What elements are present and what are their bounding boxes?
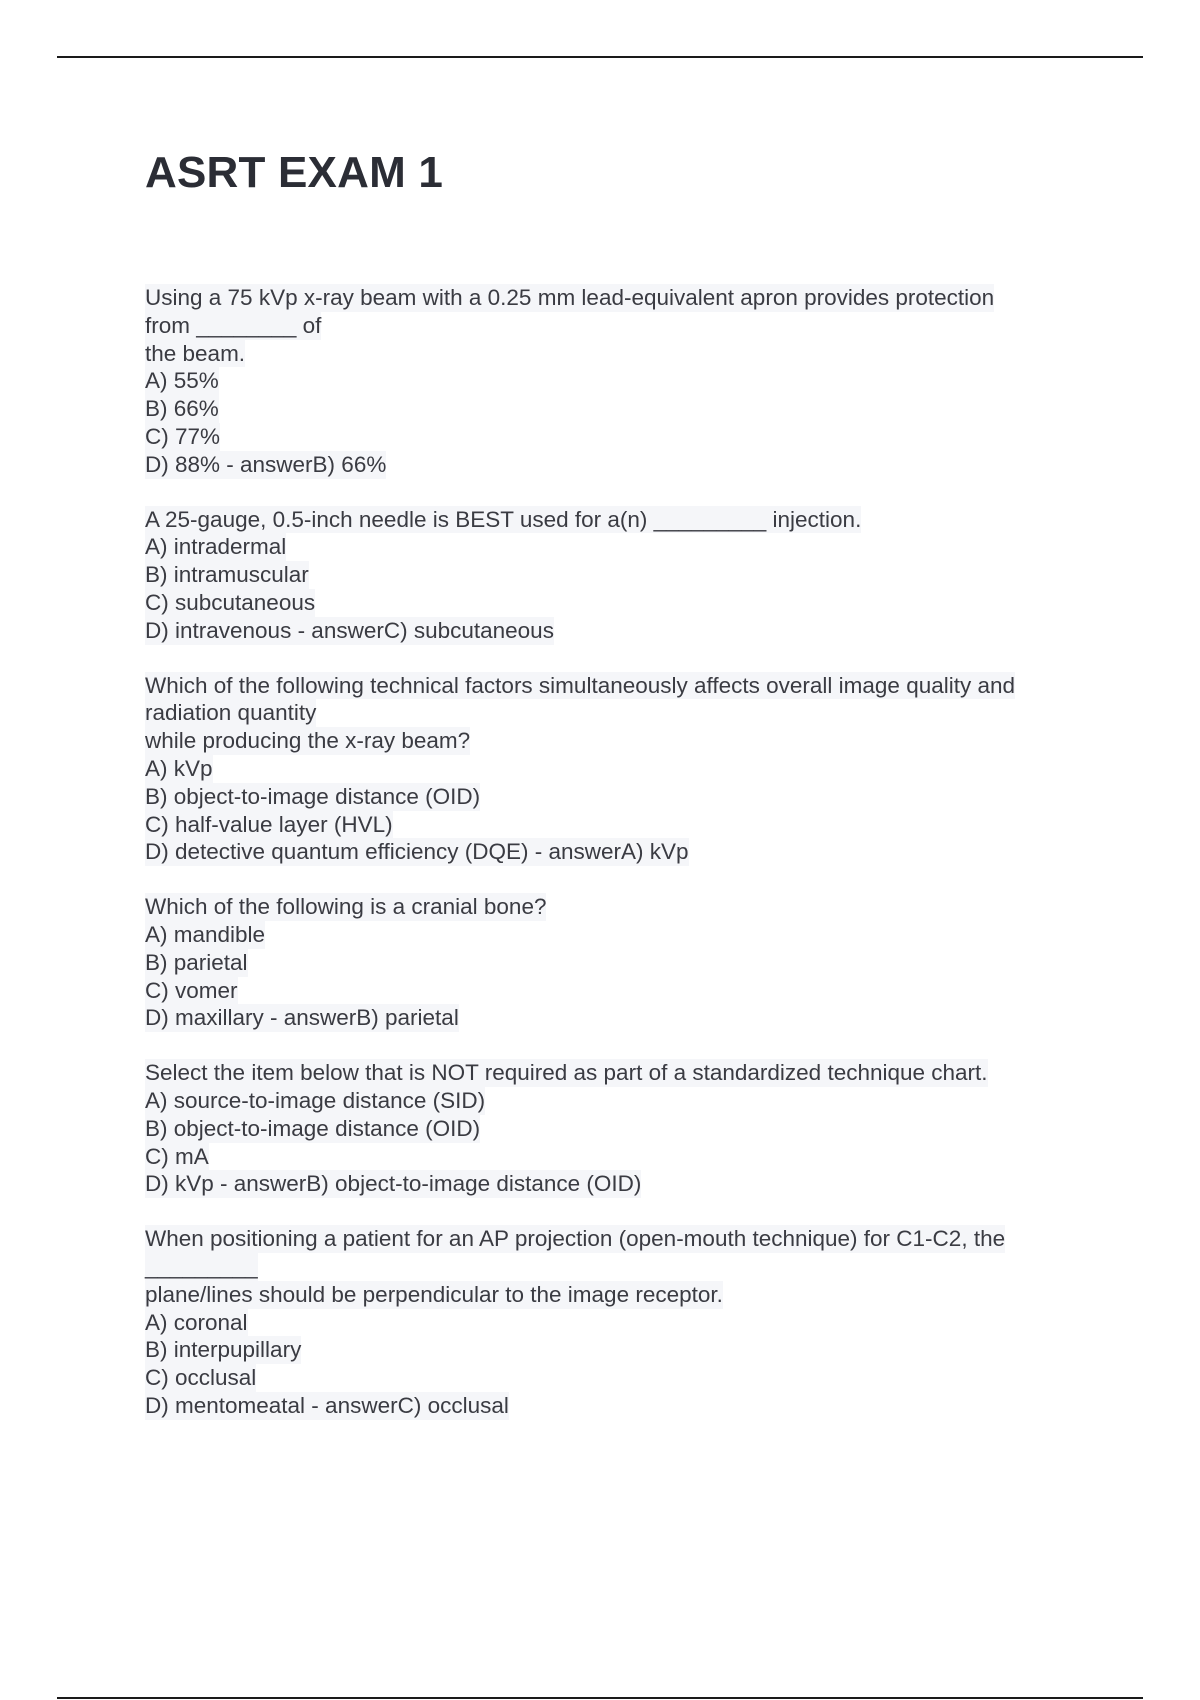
question-1-stem-line-1: Using a 75 kVp x-ray beam with a 0.25 mm lead-equivalent apron provides protection: [145, 285, 995, 310]
question-1-stem-line-3: the beam.: [145, 340, 246, 366]
question-list: [145, 284, 1095, 1447]
question-3-stem-line-3: while producing the x-ray beam?: [145, 728, 471, 754]
question-3: [145, 672, 1095, 867]
question-1-option-c: C) 77%: [145, 423, 221, 449]
question-3-option-d-answer: D) detective quantum efficiency (DQE) - answerA) kVp: [145, 839, 689, 865]
page-title: ASRT EXAM 1: [145, 148, 444, 197]
question-1-option-d-answer: D) 88% - answerB) 66%: [145, 451, 387, 477]
question-5: [145, 1059, 1095, 1198]
question-2-option-d-answer: D) intravenous - answerC) subcutaneous: [145, 617, 554, 643]
question-2: [145, 506, 1095, 645]
question-6-option-d-answer: D) mentomeatal - answerC) occlusal: [145, 1392, 509, 1418]
question-1-option-a: A) 55%: [145, 368, 219, 394]
question-5-stem-line-1: Select the item below that is NOT required as part of a standardized technique chart.: [145, 1060, 988, 1086]
top-rule: [57, 56, 1143, 58]
question-6-stem-line-2: _________: [145, 1253, 258, 1279]
question-4-option-c: C) vomer: [145, 977, 238, 1003]
question-6-option-c: C) occlusal: [145, 1365, 257, 1391]
question-2-option-a: A) intradermal: [145, 534, 287, 560]
question-4-option-a: A) mandible: [145, 921, 266, 947]
question-4: [145, 893, 1095, 1032]
question-2-option-b: B) intramuscular: [145, 562, 309, 588]
question-1-stem-line-2: from ________ of: [145, 312, 322, 338]
question-5-option-b: B) object-to-image distance (OID): [145, 1115, 481, 1141]
question-6-option-a: A) coronal: [145, 1309, 248, 1335]
question-2-stem-line-1: A 25-gauge, 0.5-inch needle is BEST used for a(n) _________ injection.: [145, 506, 862, 532]
question-3-option-b: B) object-to-image distance (OID): [145, 783, 481, 809]
question-4-stem-line-1: Which of the following is a cranial bone?: [145, 894, 547, 920]
question-2-option-c: C) subcutaneous: [145, 589, 316, 615]
question-6-option-b: B) interpupillary: [145, 1337, 302, 1363]
question-5-option-c: C) mA: [145, 1143, 209, 1169]
question-4-option-b: B) parietal: [145, 949, 248, 975]
question-5-option-d-answer: D) kVp - answerB) object-to-image distance (OID): [145, 1171, 642, 1197]
question-3-stem-line-1: Which of the following technical factors simultaneously affects overall image quality and: [145, 672, 1016, 698]
question-1-option-b: B) 66%: [145, 396, 219, 422]
question-6-stem-line-1: When positioning a patient for an AP projection (open-mouth technique) for C1-C2, the: [145, 1226, 1006, 1252]
question-6: [145, 1225, 1095, 1420]
question-3-option-a: A) kVp: [145, 755, 213, 781]
question-5-option-a: A) source-to-image distance (SID): [145, 1087, 486, 1113]
question-6-stem-line-3: plane/lines should be perpendicular to the image receptor.: [145, 1281, 723, 1307]
question-3-stem-line-2: radiation quantity: [145, 700, 317, 726]
bottom-rule: [57, 1697, 1143, 1699]
question-3-option-c: C) half-value layer (HVL): [145, 811, 393, 837]
question-4-option-d-answer: D) maxillary - answerB) parietal: [145, 1005, 459, 1031]
question-1: [145, 284, 1095, 479]
